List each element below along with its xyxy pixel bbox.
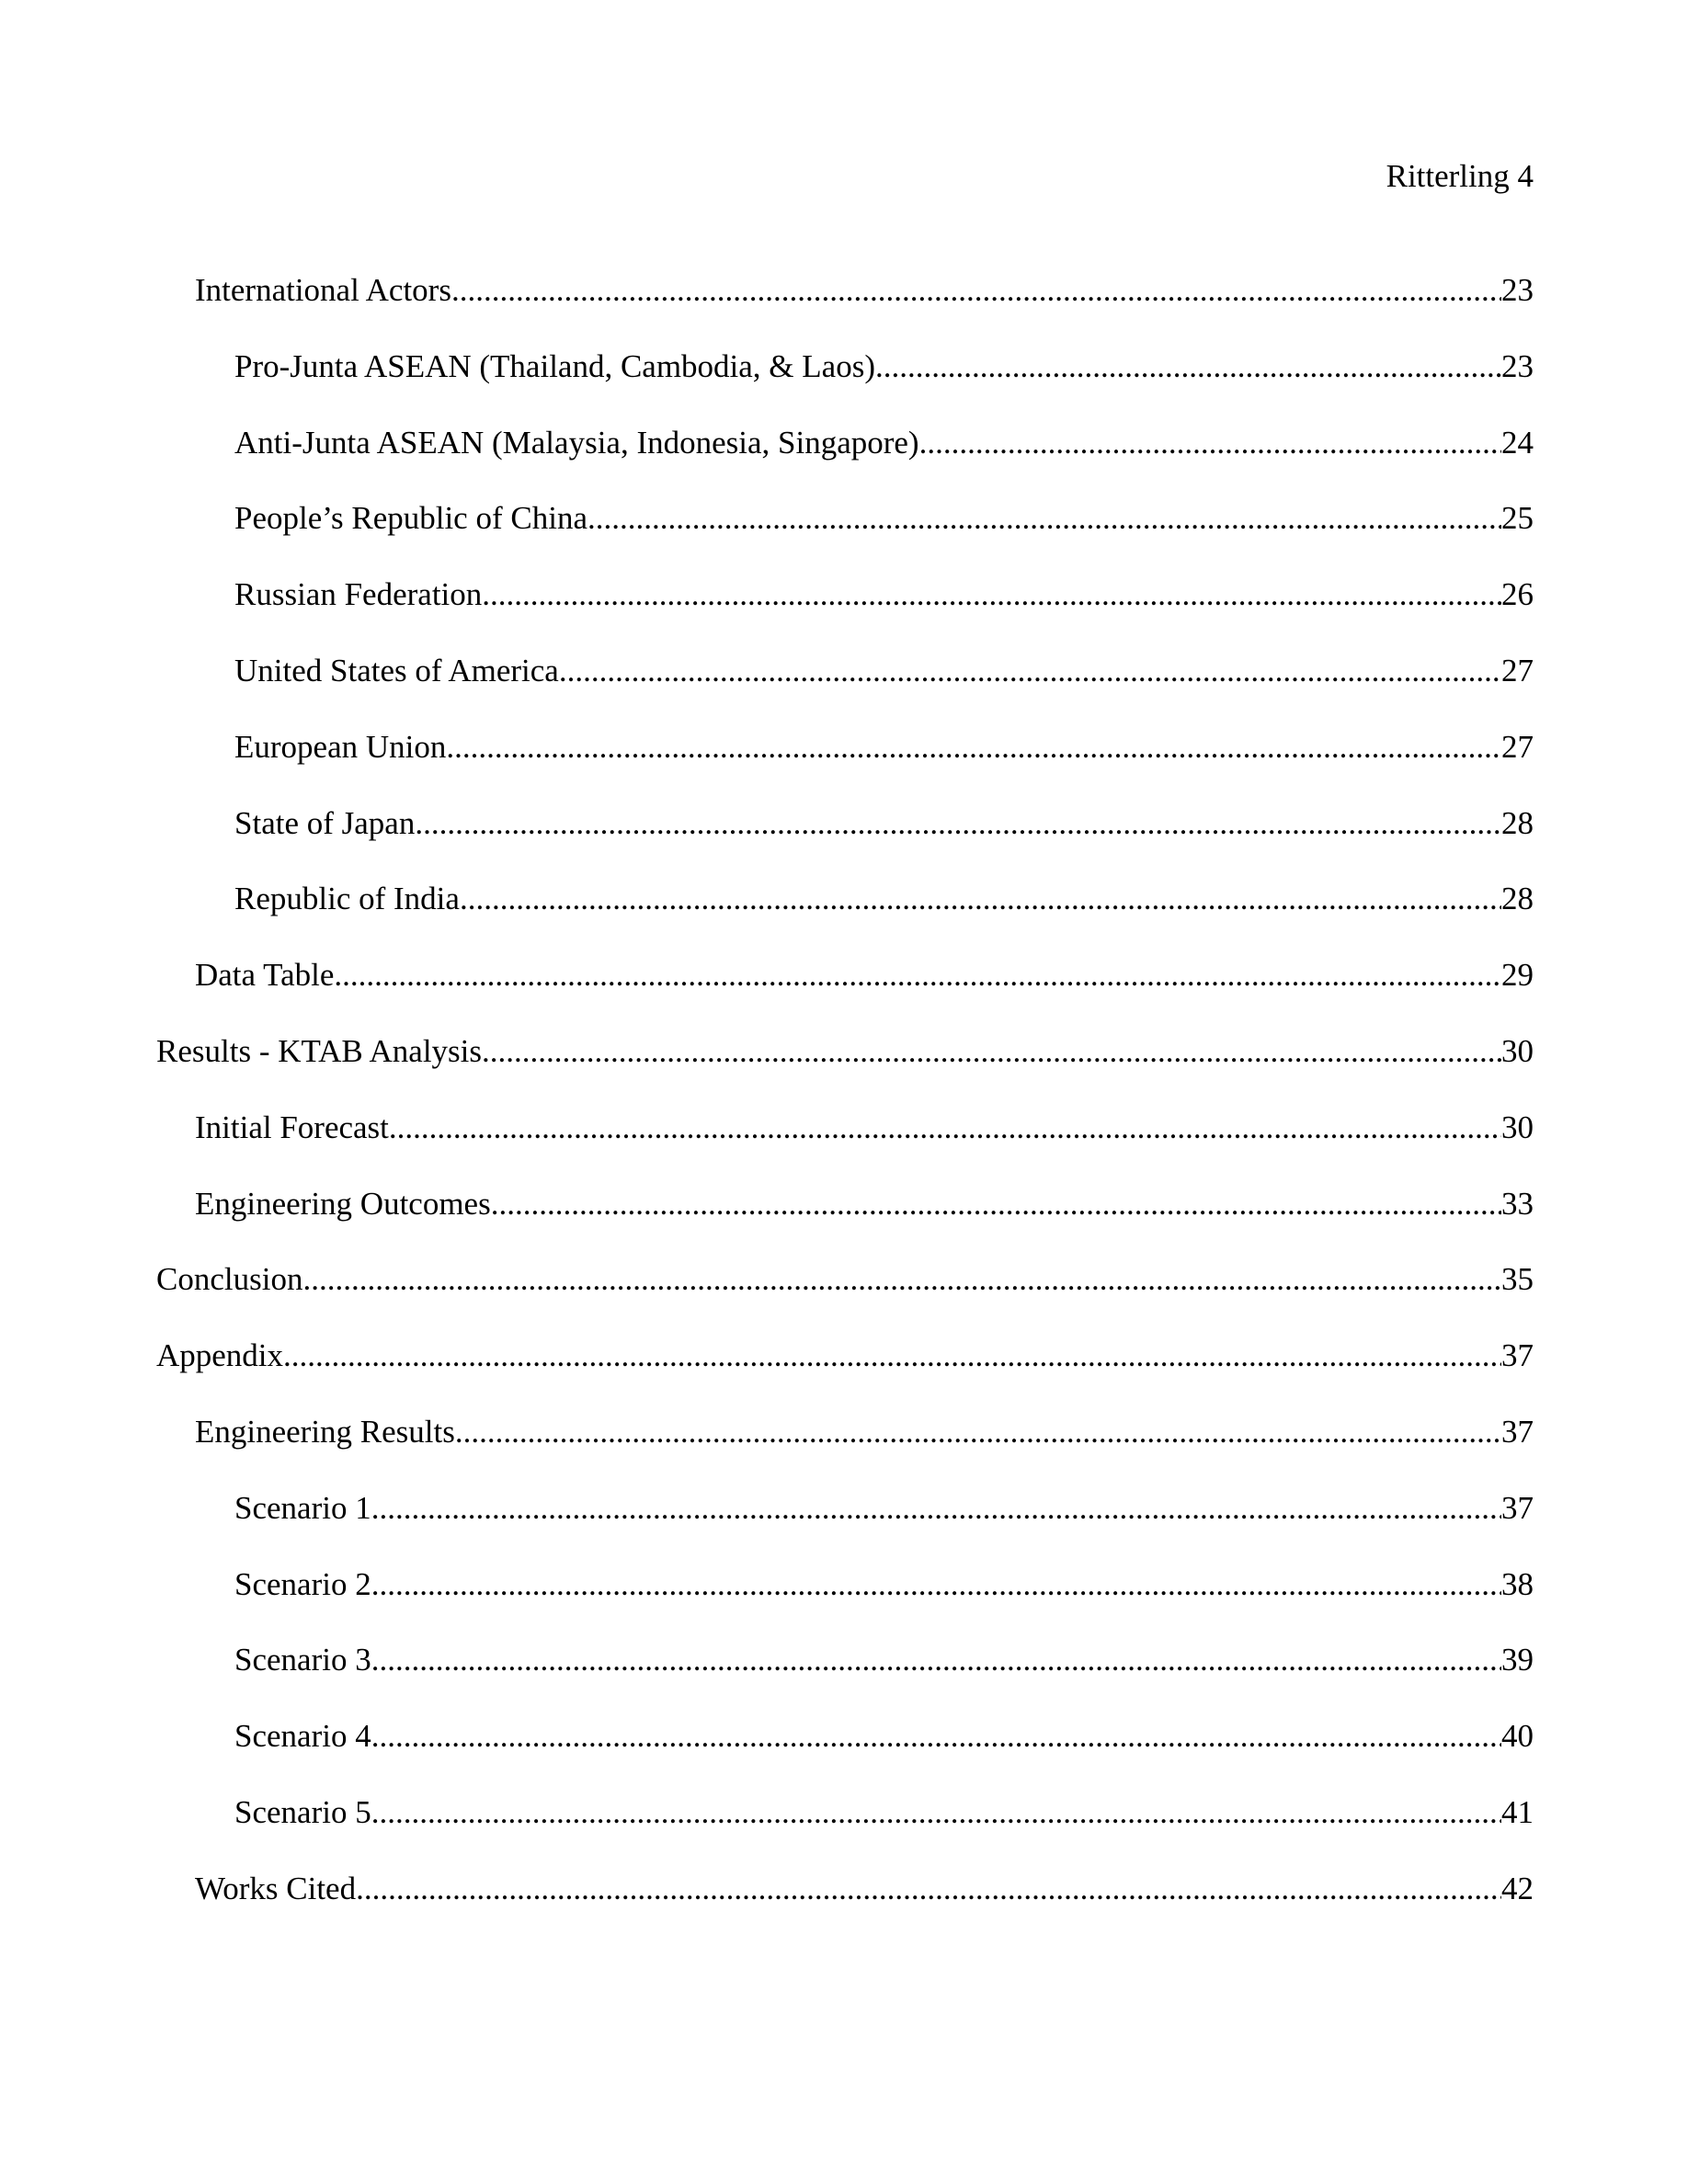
toc-leader-dots: [451, 268, 1501, 313]
toc-page-number: 38: [1501, 1565, 1534, 1602]
toc-page-number: 37: [1501, 1489, 1534, 1526]
toc-entry[interactable]: [0, 1106, 1688, 1182]
toc-leader-dots: [371, 1563, 1501, 1607]
toc-entry-title: European Union: [234, 728, 447, 765]
table-of-contents: [0, 268, 1688, 1943]
toc-entry-title: Scenario 4: [234, 1718, 371, 1755]
toc-page-number: 33: [1501, 1185, 1534, 1222]
toc-page-number: 26: [1501, 576, 1534, 613]
toc-entry-title: Engineering Outcomes: [195, 1185, 491, 1222]
toc-entry[interactable]: [0, 1563, 1688, 1639]
toc-entry[interactable]: [0, 649, 1688, 725]
toc-entry-title: Republic of India: [234, 881, 460, 917]
toc-page-number: 23: [1501, 272, 1534, 308]
toc-leader-dots: [389, 1106, 1501, 1150]
toc-entry-title: United States of America: [234, 652, 559, 688]
toc-entry[interactable]: [0, 421, 1688, 497]
toc-page-number: 30: [1501, 1032, 1534, 1069]
toc-leader-dots: [482, 573, 1501, 617]
toc-leader-dots: [491, 1182, 1501, 1226]
toc-page-number: 29: [1501, 957, 1534, 994]
toc-entry[interactable]: [0, 1029, 1688, 1106]
toc-entry-title: Scenario 3: [234, 1642, 371, 1678]
toc-entry-title: Initial Forecast: [195, 1109, 389, 1145]
toc-page-number: 41: [1501, 1793, 1534, 1830]
toc-entry[interactable]: [0, 1714, 1688, 1791]
toc-page-number: 28: [1501, 881, 1534, 917]
toc-entry-title: Engineering Results: [195, 1413, 455, 1450]
toc-entry[interactable]: [0, 1791, 1688, 1867]
toc-entry-title: International Actors: [195, 272, 451, 308]
toc-entry[interactable]: [0, 725, 1688, 802]
toc-leader-dots: [371, 1714, 1501, 1758]
toc-entry-title: Russian Federation: [234, 576, 483, 613]
toc-leader-dots: [875, 345, 1501, 389]
toc-leader-dots: [371, 1791, 1501, 1835]
toc-entry[interactable]: [0, 496, 1688, 573]
toc-leader-dots: [371, 1486, 1501, 1530]
toc-entry-title: Pro-Junta ASEAN (Thailand, Cambodia, & Laos): [234, 347, 875, 384]
toc-page-number: 27: [1501, 652, 1534, 688]
toc-entry[interactable]: [0, 802, 1688, 878]
toc-leader-dots: [460, 877, 1501, 921]
toc-leader-dots: [415, 802, 1501, 846]
toc-page-number: 35: [1501, 1261, 1534, 1298]
toc-page-number: 28: [1501, 804, 1534, 841]
toc-entry-title: Conclusion: [156, 1261, 303, 1298]
toc-entry-title: Results - KTAB Analysis: [156, 1032, 483, 1069]
toc-entry-title: Anti-Junta ASEAN (Malaysia, Indonesia, Singapore): [234, 424, 919, 461]
toc-entry-title: State of Japan: [234, 804, 416, 841]
toc-page-number: 37: [1501, 1337, 1534, 1374]
toc-leader-dots: [334, 953, 1501, 997]
toc-leader-dots: [482, 1029, 1501, 1074]
toc-entry[interactable]: [0, 1334, 1688, 1410]
toc-page-number: 23: [1501, 347, 1534, 384]
toc-entry-title: Scenario 5: [234, 1793, 371, 1830]
toc-page-number: 24: [1501, 424, 1534, 461]
toc-page-number: 39: [1501, 1642, 1534, 1678]
toc-page-number: 37: [1501, 1413, 1534, 1450]
toc-entry[interactable]: [0, 1410, 1688, 1486]
toc-leader-dots: [283, 1334, 1501, 1378]
toc-entry[interactable]: [0, 1257, 1688, 1334]
toc-entry[interactable]: [0, 1486, 1688, 1563]
toc-leader-dots: [446, 725, 1501, 769]
toc-entry[interactable]: [0, 268, 1688, 345]
toc-page-number: 40: [1501, 1718, 1534, 1755]
toc-leader-dots: [587, 496, 1501, 540]
toc-entry-title: Works Cited: [195, 1870, 357, 1906]
toc-entry[interactable]: [0, 953, 1688, 1029]
running-header: Ritterling 4: [1386, 158, 1534, 194]
toc-leader-dots: [371, 1638, 1501, 1682]
toc-entry-title: Appendix: [156, 1337, 284, 1374]
toc-leader-dots: [919, 421, 1501, 465]
toc-entry-title: People’s Republic of China: [234, 500, 587, 537]
toc-page-number: 42: [1501, 1870, 1534, 1906]
toc-entry-title: Scenario 2: [234, 1565, 371, 1602]
toc-page-number: 30: [1501, 1109, 1534, 1145]
toc-entry-title: Scenario 1: [234, 1489, 371, 1526]
toc-entry[interactable]: [0, 345, 1688, 421]
toc-leader-dots: [302, 1257, 1501, 1302]
toc-entry[interactable]: [0, 1638, 1688, 1714]
toc-leader-dots: [559, 649, 1501, 693]
toc-leader-dots: [455, 1410, 1501, 1454]
toc-leader-dots: [356, 1867, 1501, 1911]
toc-entry-title: Data Table: [195, 957, 335, 994]
toc-entry[interactable]: [0, 1182, 1688, 1258]
toc-entry[interactable]: [0, 1867, 1688, 1943]
toc-page-number: 27: [1501, 728, 1534, 765]
toc-entry[interactable]: [0, 573, 1688, 649]
toc-page-number: 25: [1501, 500, 1534, 537]
toc-entry[interactable]: [0, 877, 1688, 953]
